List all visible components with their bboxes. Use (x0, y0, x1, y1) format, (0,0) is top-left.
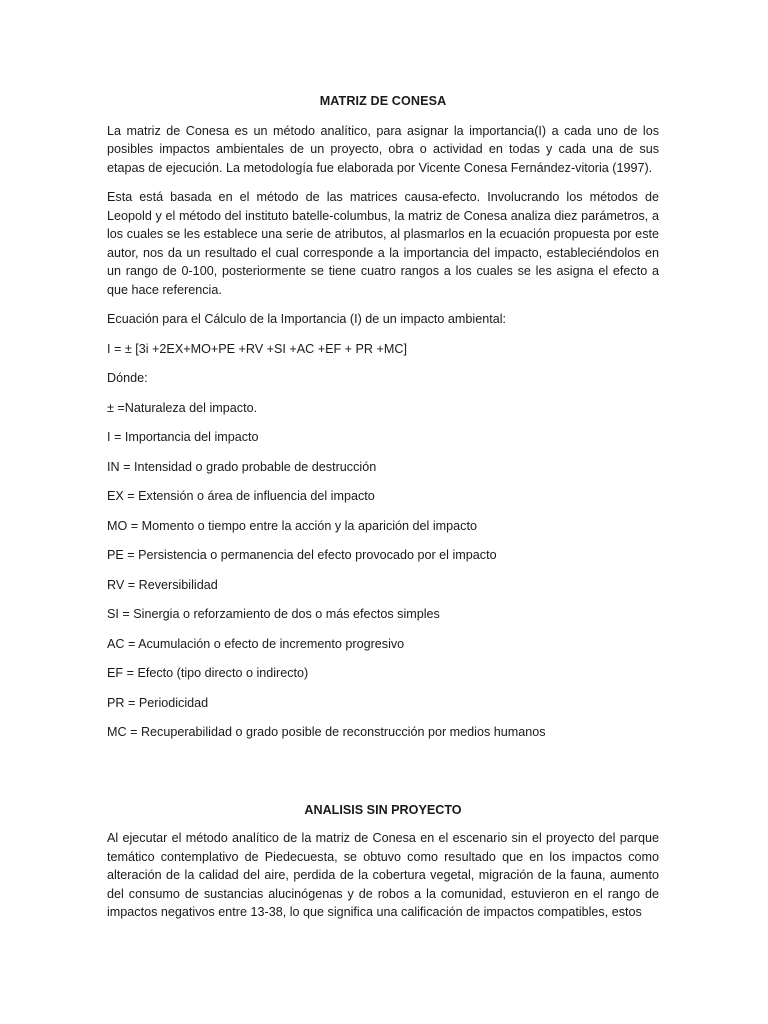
definition-recuperabilidad: MC = Recuperabilidad o grado posible de reconstrucción por medios humanos (107, 725, 546, 739)
equation-heading: Ecuación para el Cálculo de la Importancia (I) de un impacto ambiental: (107, 312, 507, 326)
definition-extension: EX = Extensión o área de influencia del impacto (107, 489, 375, 503)
definition-reversibilidad: RV = Reversibilidad (107, 577, 218, 592)
definition-acumulacion: AC = Acumulación o efecto de incremento progresivo (107, 636, 405, 651)
definition-intensidad: IN = Intensidad o grado probable de destrucción (107, 459, 377, 474)
document-body (107, 92, 659, 933)
page-title: MATRIZ DE CONESA (319, 94, 447, 108)
section-spacer (107, 753, 659, 801)
definition-momento: MO = Momento o tiempo entre la acción y la aparición del impacto (107, 518, 477, 533)
analisis-paragraph: Al ejecutar el método analítico de la matriz de Conesa en el escenario sin el proyecto del parque temático contemplativo de Piedecuesta, se obtuvo como resultado que en los impactos como alteración de la calidad del aire, perdida de la cobertura vegetal, migración de la fauna, aumento del consumo de sustancias alucinógenas y de robos a la comunidad, estuvieron en el rango de impactos negativos entre 13-38, lo que significa una calificación de impactos compatibles, estos (107, 831, 659, 919)
definition-naturaleza: ± =Naturaleza del impacto. (107, 400, 258, 415)
definition-importancia: I = Importancia del impacto (107, 430, 259, 444)
definition-periodicidad: PR = Periodicidad (107, 695, 209, 710)
intro-paragraph: La matriz de Conesa es un método analítico, para asignar la importancia(I) a cada uno de los posibles impactos ambientales de un proyecto, obra o actividad en todas y cada una de sus etapas de ejecución. La metodología fue elaborada por Vicente Conesa Fernández-vitoria (1997). (107, 123, 659, 175)
method-paragraph: Esta está basada en el método de las matrices causa-efecto. Involucrando los métodos de Leopold y el método del instituto batelle-columbus, la matriz de Conesa analiza diez parámetros, a los cuales se les establece una serie de atributos, al plasmarlos en la ecuación propuesta por este autor, nos da un resultado el cual corresponde a la importancia del impacto, estableciéndolos en un rango de 0-100, posteriormente se tiene cuatro rangos a los cuales se les asigna el efecto a que hace referencia. (107, 190, 659, 297)
importance-equation: I = ± [3i +2EX+MO+PE +RV +SI +AC +EF + PR +MC] (107, 341, 407, 356)
definition-efecto: EF = Efecto (tipo directo o indirecto) (107, 666, 309, 680)
definition-persistencia: PE = Persistencia o permanencia del efecto provocado por el impacto (107, 548, 497, 562)
section-title-analisis: ANALISIS SIN PROYECTO (304, 802, 462, 817)
donde-label: Dónde: (107, 371, 148, 385)
definition-sinergia: SI = Sinergia o reforzamiento de dos o más efectos simples (107, 607, 440, 621)
